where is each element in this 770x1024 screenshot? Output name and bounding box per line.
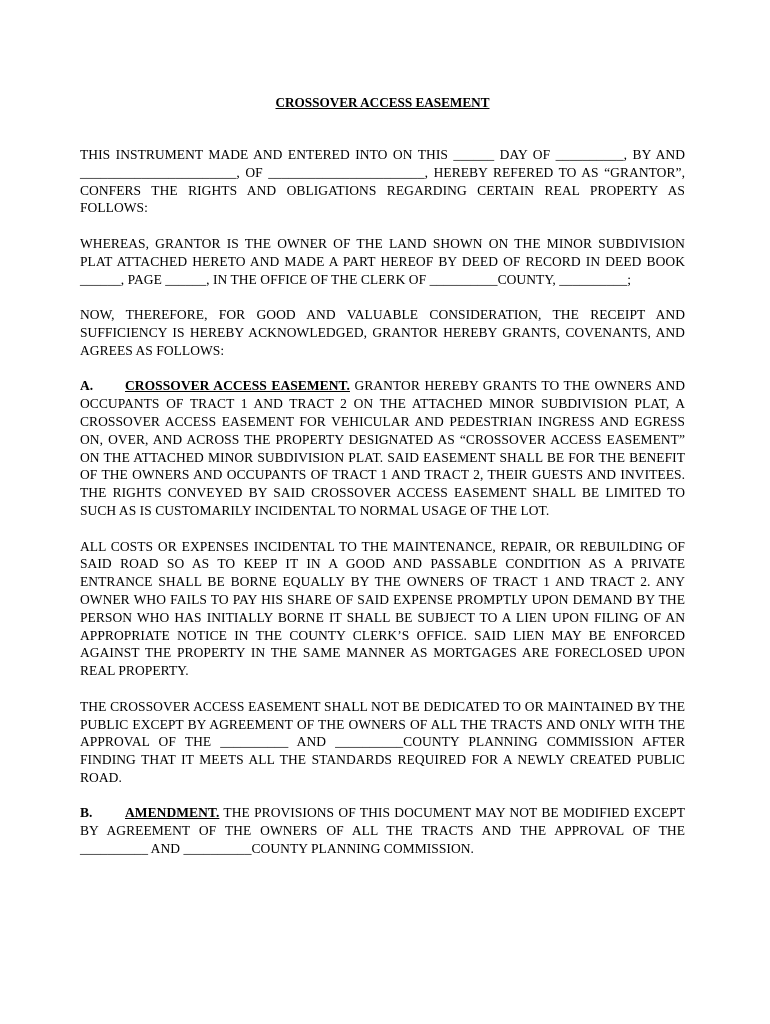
whereas-paragraph [80, 235, 685, 288]
paragraph-text: THIS INSTRUMENT MADE AND ENTERED INTO ON THIS ______ DAY OF __________, BY AND _______________________, OF _______________________, HEREBY REFERED TO AS “GRANTOR”, CONFERS THE RIGHTS AND OBLIGATIONS REGARDING CERTAIN REAL PROPERTY AS FOLLOWS: [80, 147, 685, 216]
section-b-paragraph [80, 804, 685, 857]
section-a-paragraph [80, 377, 685, 519]
paragraph-text: GRANTOR HEREBY GRANTS TO THE OWNERS AND OCCUPANTS OF TRACT 1 AND TRACT 2 ON THE ATTACHED MINOR SUBDIVISION PLAT, A CROSSOVER ACCESS EASEMENT FOR VEHICULAR AND PEDESTRIAN INGRESS AND EGRESS ON, OVER, AND ACROSS THE PROPERTY DESIGNATED AS “CROSSOVER ACCESS EASEMENT” ON THE ATTACHED MINOR SUBDIVISION PLAT. SAID EASEMENT SHALL BE FOR THE BENEFIT OF THE OWNERS AND OCCUPANTS OF TRACT 1 AND TRACT 2, THEIR GUESTS AND INVITEES. THE RIGHTS CONVEYED BY SAID CROSSOVER ACCESS EASEMENT SHALL BE LIMITED TO SUCH AS IS CUSTOMARILY INCIDENTAL TO NORMAL USAGE OF THE LOT. [80, 378, 685, 518]
section-b-title: AMENDMENT. [125, 805, 220, 821]
paragraph-text: THE CROSSOVER ACCESS EASEMENT SHALL NOT BE DEDICATED TO OR MAINTAINED BY THE PUBLIC EXCEPT BY AGREEMENT OF THE OWNERS OF ALL THE TRACTS AND ONLY WITH THE APPROVAL OF THE __________ AND __________COUNTY PLANNING COMMISSION AFTER FINDING THAT IT MEETS ALL THE STANDARDS REQUIRED FOR A NEWLY CREATED PUBLIC ROAD. [80, 698, 685, 785]
document-page [80, 94, 685, 876]
section-a-heading [80, 378, 350, 393]
document-title: CROSSOVER ACCESS EASEMENT [275, 95, 490, 110]
paragraph-text: NOW, THEREFORE, FOR GOOD AND VALUABLE CONSIDERATION, THE RECEIPT AND SUFFICIENCY IS HEREBY ACKNOWLEDGED, GRANTOR HEREBY GRANTS, COVENANTS, AND AGREES AS FOLLOWS: [80, 307, 685, 358]
section-b-heading [80, 805, 219, 820]
paragraph-text: THE PROVISIONS OF THIS DOCUMENT MAY NOT BE MODIFIED EXCEPT BY AGREEMENT OF THE OWNERS OF ALL THE TRACTS AND THE APPROVAL OF THE __________ AND __________COUNTY PLANNING COMMISSION. [80, 805, 685, 857]
therefore-paragraph [80, 306, 685, 359]
paragraph-text: WHEREAS, GRANTOR IS THE OWNER OF THE LAND SHOWN ON THE MINOR SUBDIVISION PLAT ATTACHED HERETO AND MADE A PART HEREOF BY DEED OF RECORD IN DEED BOOK ______, PAGE ______, IN THE OFFICE OF THE CLERK OF __________COUNTY, __________; [80, 235, 685, 287]
section-a-title: CROSSOVER ACCESS EASEMENT. [125, 378, 350, 394]
section-b-number: B. [80, 805, 93, 821]
paragraph-text: ALL COSTS OR EXPENSES INCIDENTAL TO THE MAINTENANCE, REPAIR, OR REBUILDING OF SAID ROAD SO AS TO KEEP IT IN A GOOD AND PASSABLE CONDITION AS A PRIVATE ENTRANCE SHALL BE BORNE EQUALLY BY THE OWNERS OF TRACT 1 AND TRACT 2. ANY OWNER WHO FAILS TO PAY HIS SHARE OF SAID EXPENSE PROMPTLY UPON DEMAND BY THE PERSON WHO HAS INITIALLY BORNE IT SHALL BE SUBJECT TO A LIEN UPON FILING OF AN APPROPRIATE NOTICE IN THE COUNTY CLERK’S OFFICE. SAID LIEN MAY BE ENFORCED AGAINST THE PROPERTY IN THE SAME MANNER AS MORTGAGES ARE FORECLOSED UPON REAL PROPERTY. [80, 538, 685, 679]
intro-paragraph [80, 146, 685, 217]
costs-paragraph [80, 538, 685, 680]
section-a-number: A. [80, 378, 94, 394]
dedication-paragraph [80, 698, 685, 787]
